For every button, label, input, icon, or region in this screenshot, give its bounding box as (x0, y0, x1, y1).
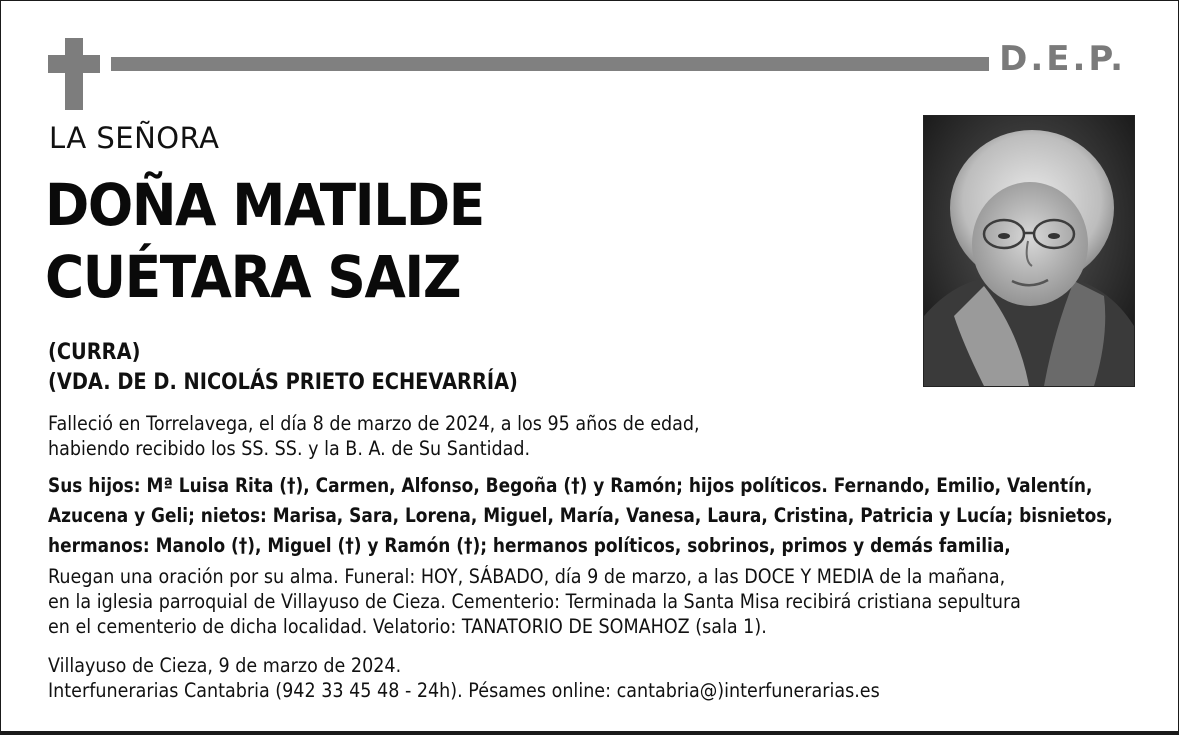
funeral-line-1: Ruegan una oración por su alma. Funeral: HOY, SÁBADO, día 9 de marzo, a las DOCE Y MEDIA de la mañana, (48, 565, 1006, 588)
funeral-home-contact: Interfunerarias Cantabria (942 33 45 48 - 24h). Pésames online: cantabria@)interfunerarias.es (48, 679, 880, 702)
death-notice (48, 411, 700, 461)
alias-block (48, 338, 518, 398)
family-list (48, 471, 1113, 561)
name-line-1: DOÑA MATILDE (45, 171, 484, 239)
family-line-3: hermanos: Manolo (†), Miguel (†) y Ramón (†); hermanos políticos, sobrinos, primos y demás familia, (48, 534, 1011, 557)
death-line-1: Falleció en Torrelavega, el día 8 de marzo de 2024, a los 95 años de edad, (48, 412, 700, 435)
dep-label: D.E.P. (999, 39, 1126, 79)
family-line-2: Azucena y Geli; nietos: Marisa, Sara, Lorena, Miguel, María, Vanesa, Laura, Cristina, Patricia y Lucía; bisnietos, (48, 504, 1113, 527)
portrait-photo-icon (924, 116, 1134, 386)
widow-of: (VDA. DE D. NICOLÁS PRIETO ECHEVARRÍA) (48, 370, 518, 395)
funeral-line-3: en el cementerio de dicha localidad. Velatorio: TANATORIO DE SOMAHOZ (sala 1). (48, 615, 767, 638)
footer-info (48, 653, 880, 703)
name-line-2: CUÉTARA SAIZ (45, 243, 461, 311)
death-line-2: habiendo recibido los SS. SS. y la B. A. de Su Santidad. (48, 437, 531, 460)
portrait-photo (923, 115, 1135, 387)
place-date: Villayuso de Cieza, 9 de marzo de 2024. (48, 654, 402, 677)
funeral-line-2: en la iglesia parroquial de Villayuso de Cieza. Cementerio: Terminada la Santa Misa recibirá cristiana sepultura (48, 590, 1021, 613)
family-line-1: Sus hijos: Mª Luisa Rita (†), Carmen, Alfonso, Begoña (†) y Ramón; hijos políticos. Fernando, Emilio, Valentín, (48, 474, 1093, 497)
cross-icon (48, 38, 100, 110)
nickname: (CURRA) (48, 340, 141, 365)
honorific: LA SEÑORA (49, 121, 220, 155)
deceased-name (45, 169, 484, 313)
header-rule (111, 57, 989, 71)
funeral-info (48, 564, 1021, 639)
